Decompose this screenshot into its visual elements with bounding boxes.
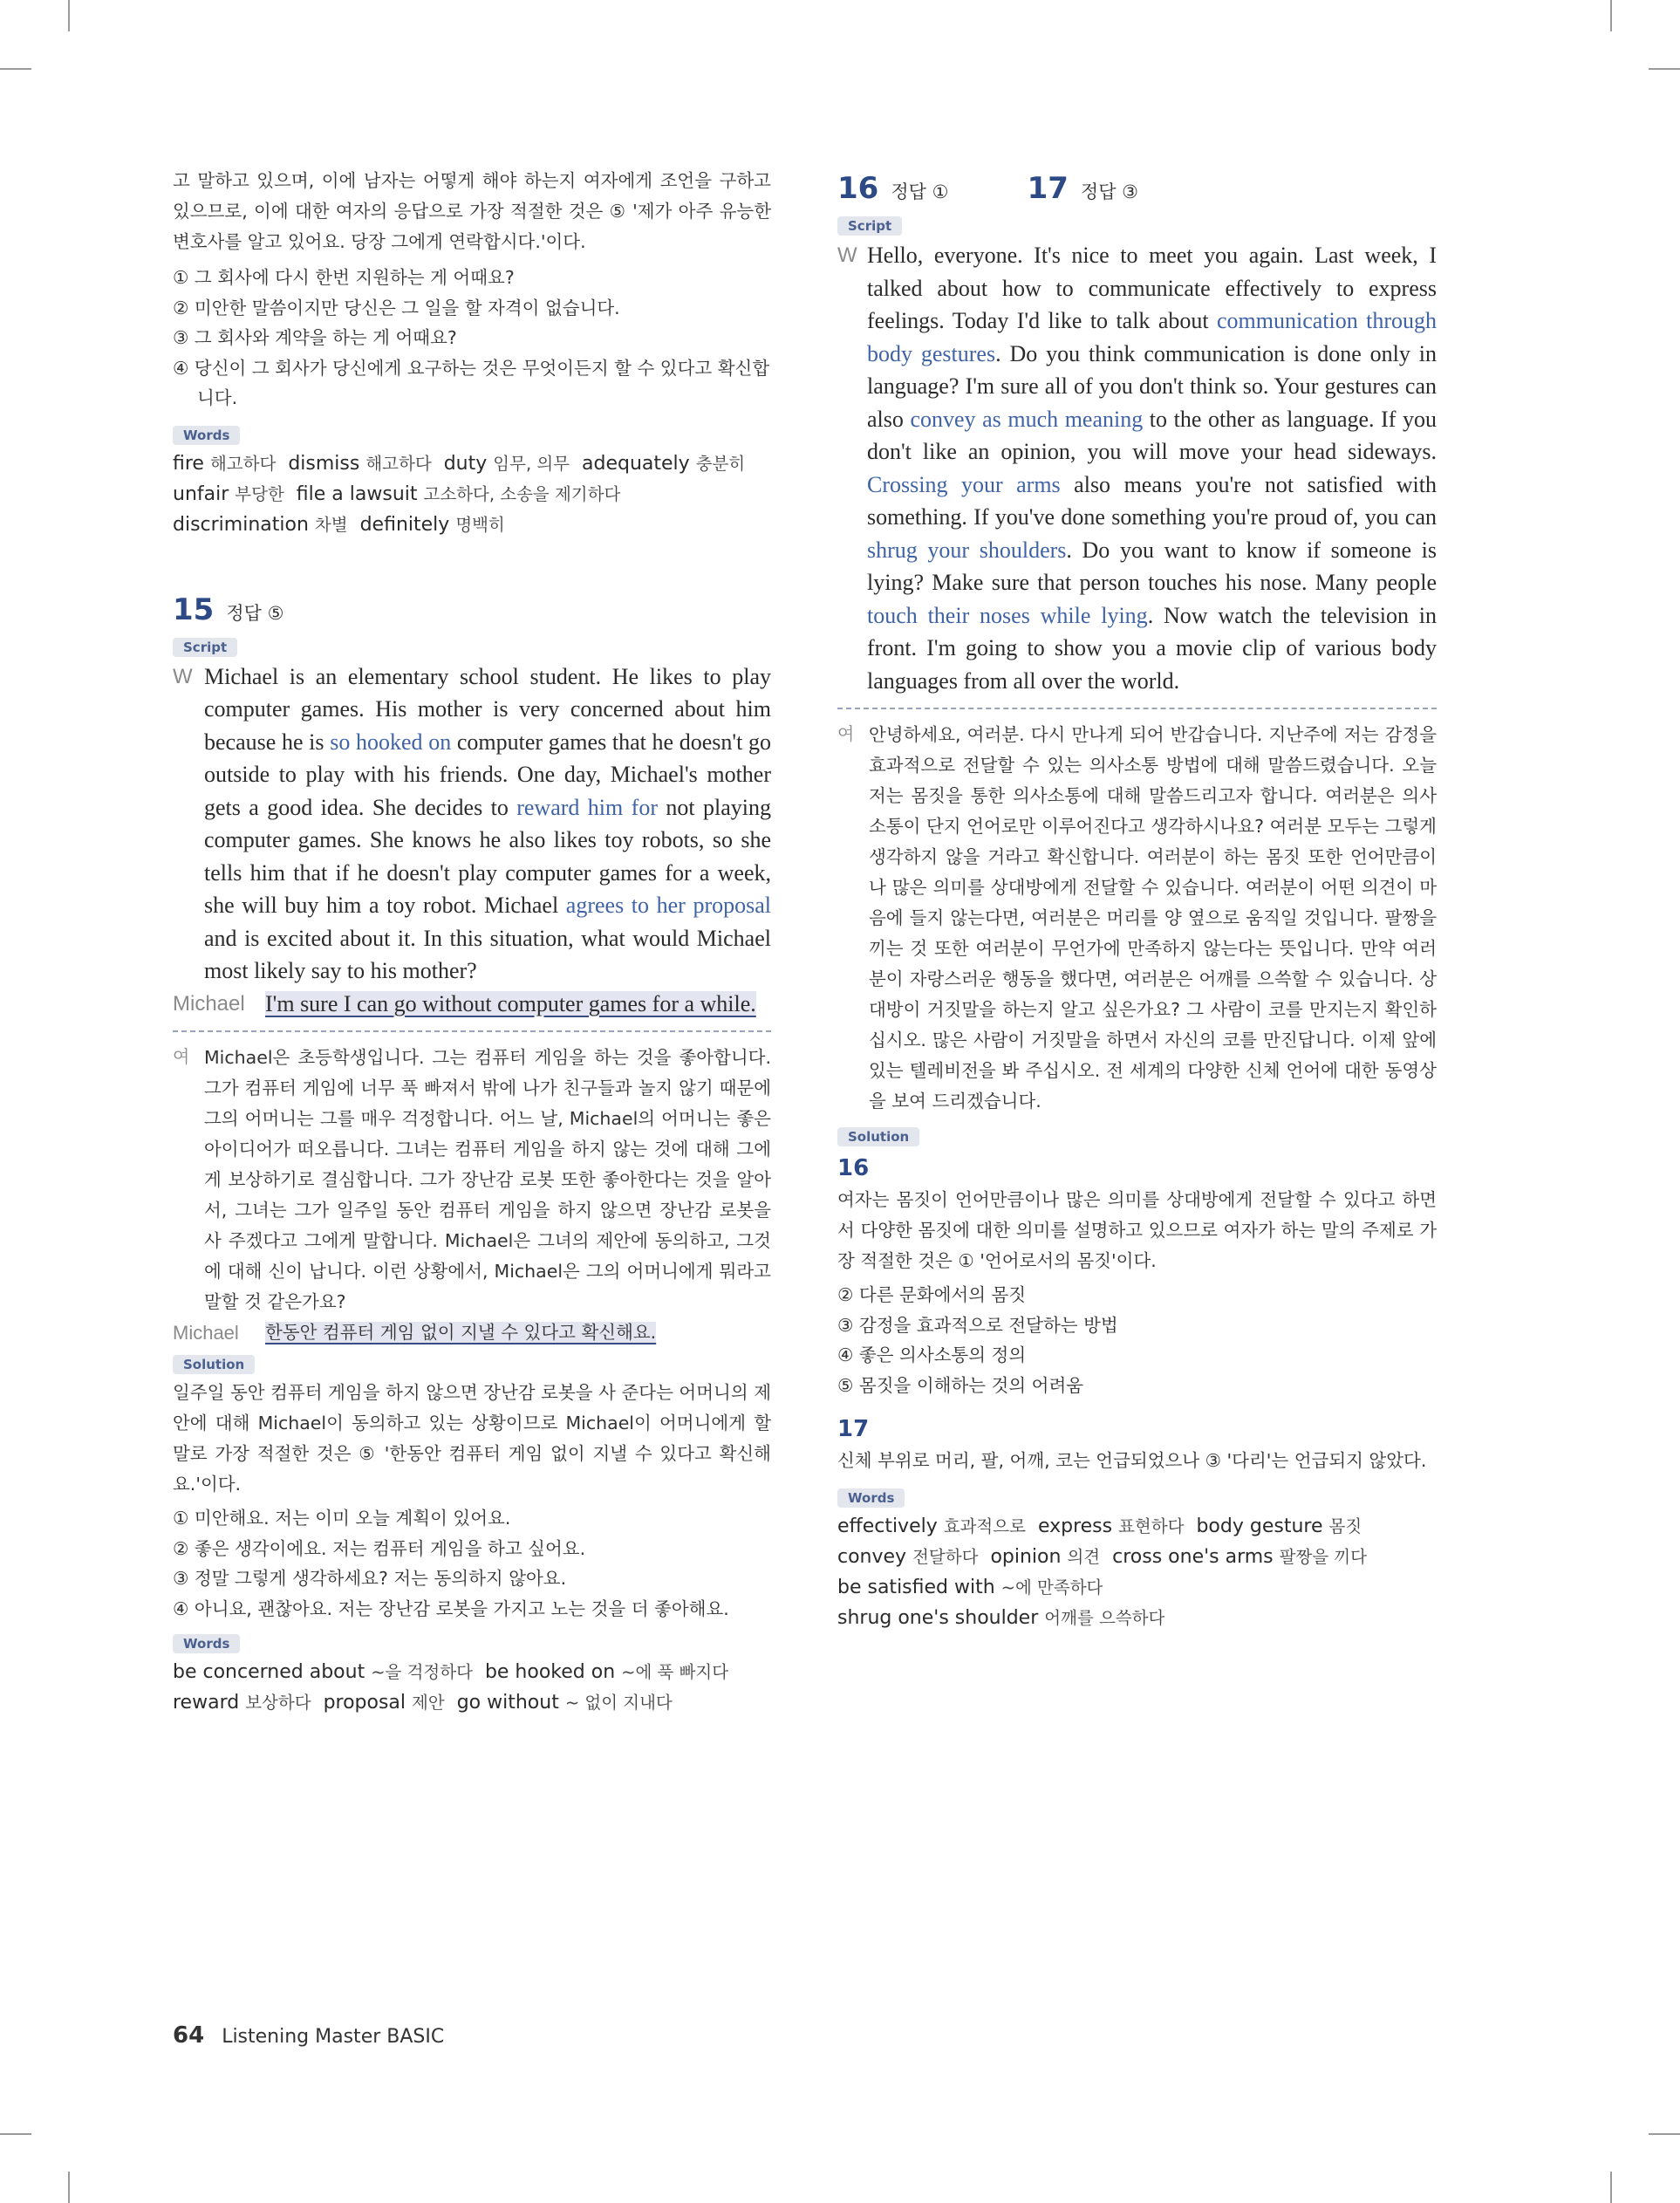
option-3: ③ 그 회사와 계약을 하는 게 어때요? <box>173 327 457 348</box>
words-tag: Words <box>173 426 240 445</box>
words-line: fire 해고하다 dismiss 해고하다 duty 임무, 의무 adequately 충분히 <box>173 452 746 475</box>
q14-explanation-continued: 고 말하고 있으며, 이에 남자는 어떻게 해야 하는지 여자에게 조언을 구하고 있으므로, 이에 대한 여자의 응답으로 가장 적절한 것은 ⑤ '제가 아주 유능한 변호사를 알고 있어요. 당장 그에게 연락합시다.'이다. <box>173 170 771 252</box>
question-number: 16 <box>837 171 879 206</box>
crop-mark <box>1649 2133 1680 2135</box>
page-number: 64 <box>173 2022 205 2049</box>
option-5: ⑤ 몸짓을 이해하는 것의 어려움 <box>837 1374 1084 1396</box>
left-column <box>173 166 771 1718</box>
words-line: shrug one's shoulder 어깨를 으쓱하다 <box>837 1607 1165 1629</box>
right-column <box>837 171 1437 1633</box>
speaker-kr: 여 <box>173 1048 190 1067</box>
speaker-kr: 여 <box>837 725 855 744</box>
words-list <box>173 448 771 540</box>
option-1: ① 그 회사에 다시 한번 지원하는 게 어때요? <box>173 267 515 288</box>
words-line: effectively 효과적으로 express 표현하다 body gesture 몸짓 <box>837 1515 1362 1537</box>
words-line: discrimination 차별 definitely 명백히 <box>173 513 505 536</box>
option-3: ③ 정말 그렇게 생각하세요? 저는 동의하지 않아요. <box>173 1568 567 1589</box>
option-2: ② 다른 문화에서의 몸짓 <box>837 1284 1027 1305</box>
crop-mark <box>0 2133 31 2135</box>
solution-16-number: 16 <box>837 1155 870 1181</box>
crop-mark <box>68 0 70 31</box>
michael-line-korean <box>173 1317 771 1348</box>
answer-sentence: I'm sure I can go without computer games for a while. <box>265 990 756 1016</box>
script-text: Michael is an elementary school student. He likes to play computer games. His mother is very concerned about him because he is so hooked on computer games that he doesn't go outside to play with his friends. One day, Michael's mother gets a good idea. She decides to reward him for not playing computer games. She knows he also likes toy robots, so she tells him that if he doesn't play computer games for a week, she will buy him a toy robot. Michael agrees to her proposal and is excited about it. In this situation, what would Michael most likely say to his mother? <box>204 663 771 983</box>
crop-mark <box>1610 0 1612 31</box>
option-1: ① 미안해요. 저는 이미 오늘 계획이 있어요. <box>173 1508 511 1529</box>
option-2: ② 미안한 말씀이지만 당신은 그 일을 할 자격이 없습니다. <box>173 297 620 318</box>
korean-translation: 안녕하세요, 여러분. 다시 만나게 되어 반갑습니다. 지난주에 저는 감정을 효과적으로 전달할 수 있는 의사소통 방법에 대해 말씀드렸습니다. 오늘 저는 몸짓을 통한 의사소통에 대해 말씀드리고자 합니다. 여러분은 의사소통이 단지 언어로만 이루어진다고 생각하시나요? 여러분 모두는 그렇게 생각하지 않을 거라고 확신합니다. 여러분이 하는 몸짓 또한 언어만큼이나 많은 의미를 상대방에게 전달할 수 있습니다. 여러분이 어떤 의견이 마음에 들지 않는다면, 여러분은 머리를 양 옆으로 움직일 것입니다. 팔짱을 끼는 것 또한 여러분이 무언가에 만족하지 않는다는 뜻입니다. 만약 여러분이 자랑스러운 행동을 했다면, 여러분은 어깨를 으쓱할 수 있습니다. 상대방이 거짓말을 하는지 알고 싶은가요? 그 사람이 코를 만지는지 확인하십시오. 많은 사람이 거짓말을 하면서 자신의 코를 만진답니다. 이제 앞에 있는 텔레비전을 봐 주십시오. 전 세계의 다양한 신체 언어에 대한 동영상을 보여 드리겠습니다. <box>869 724 1437 1112</box>
answer-label: 정답 ① <box>891 181 949 202</box>
option-4: ④ 좋은 의사소통의 정의 <box>837 1344 1027 1365</box>
script-text: Hello, everyone. It's nice to meet you again. Last week, I talked about how to communicate effectively to express feelings. Today I'd like to talk about communication through body gestures. Do you think communication is done only in language? I'm sure all of you don't think so. Your gestures can also convey as much meaning to the other as language. If you don't like an opinion, you will move your head sideways. Crossing your arms also means you're not satisfied with something. If you've done something you're proud of, you can shrug your shoulders. Do you want to know if someone is lying? Make sure that person touches his nose. Many people touch their noses while lying. Now watch the television in front. I'm going to show you a movie clip of various body languages from all over the world. <box>867 243 1438 694</box>
crop-mark <box>68 2172 70 2203</box>
answer-label: 정답 ⑤ <box>226 602 284 624</box>
solution-text: 일주일 동안 컴퓨터 게임을 하지 않으면 장난감 로봇을 사 준다는 어머니의 제안에 대해 Michael이 동의하고 있는 상황이므로 Michael이 어머니에게 할 말로 가장 적절한 것은 ⑤ '한동안 컴퓨터 게임 없이 지낼 수 있다고 확신해요.'이다. <box>173 1382 771 1495</box>
solution-17-text: 신체 부위로 머리, 팔, 어깨, 코는 언급되었으나 ③ '다리'는 언급되지 않았다. <box>837 1450 1427 1471</box>
solution-17-number: 17 <box>837 1416 870 1442</box>
crop-mark <box>0 68 31 70</box>
option-4: ④ 아니요, 괜찮아요. 저는 장난감 로봇을 가지고 노는 것을 더 좋아해요. <box>173 1598 729 1619</box>
q15-script-korean <box>173 1043 771 1317</box>
solution-tag: Solution <box>173 1355 255 1374</box>
answer-label: 정답 ③ <box>1080 181 1138 202</box>
divider <box>837 708 1437 709</box>
words-line: be concerned about ~을 걱정하다 be hooked on ~에 푹 빠지다 <box>173 1661 729 1683</box>
words-list <box>173 1657 771 1718</box>
answer-sentence-korean: 한동안 컴퓨터 게임 없이 지낼 수 있다고 확신해요. <box>265 1322 657 1343</box>
speaker-michael: Michael <box>173 991 245 1016</box>
words-line: unfair 부당한 file a lawsuit 고소하다, 소송을 제기하다 <box>173 482 621 505</box>
solution-16-text: 여자는 몸짓이 언어만큼이나 많은 의미를 상대방에게 전달할 수 있다고 하면서 다양한 몸짓에 대한 의미를 설명하고 있으므로 여자가 하는 말의 주제로 가장 적절한 것은 ① '언어로서의 몸짓'이다. <box>837 1189 1437 1271</box>
q16-17-heading <box>837 171 1437 206</box>
q16-script-korean <box>837 720 1437 1117</box>
crop-mark <box>1649 68 1680 70</box>
book-title: Listening Master BASIC <box>222 2026 445 2048</box>
question-number: 15 <box>173 592 215 627</box>
divider <box>173 1030 771 1032</box>
speaker-w: W <box>173 664 193 688</box>
option-4: ④ 당신이 그 회사가 당신에게 요구하는 것은 무엇이든지 할 수 있다고 확신합니다. <box>173 357 770 408</box>
solution-tag: Solution <box>837 1127 919 1146</box>
words-tag: Words <box>837 1488 905 1508</box>
speaker-michael: Michael <box>173 1322 239 1344</box>
q15-heading <box>173 592 771 627</box>
speaker-w: W <box>837 243 857 267</box>
words-line: be satisfied with ~에 만족하다 <box>837 1577 1103 1598</box>
crop-mark <box>1610 2172 1612 2203</box>
michael-line <box>173 988 771 1021</box>
question-number: 17 <box>1027 171 1069 206</box>
option-3: ③ 감정을 효과적으로 전달하는 방법 <box>837 1314 1118 1336</box>
script-tag: Script <box>173 638 237 657</box>
q15-script <box>173 660 771 988</box>
words-tag: Words <box>173 1634 240 1653</box>
words-line: reward 보상하다 proposal 제안 go without ~ 없이 지내다 <box>173 1692 673 1714</box>
page-footer <box>173 2022 444 2049</box>
option-2: ② 좋은 생각이에요. 저는 컴퓨터 게임을 하고 싶어요. <box>173 1537 586 1559</box>
script-tag: Script <box>837 216 902 236</box>
words-line: convey 전달하다 opinion 의견 cross one's arms 팔짱을 끼다 <box>837 1546 1368 1568</box>
korean-translation: Michael은 초등학생입니다. 그는 컴퓨터 게임을 하는 것을 좋아합니다. 그가 컴퓨터 게임에 너무 푹 빠져서 밖에 나가 친구들과 놀지 않기 때문에 그의 어머니는 그를 매우 걱정합니다. 어느 날, Michael의 어머니는 좋은 아이디어가 떠오릅니다. 그녀는 컴퓨터 게임을 하지 않는 것에 대해 그에게 보상하기로 결심합니다. 그가 장난감 로봇 또한 좋아한다는 것을 알아서, 그녀는 그가 일주일 동안 컴퓨터 게임을 하지 않으면 장난감 로봇을 사 주겠다고 그에게 말합니다. Michael은 그녀의 제안에 동의하고, 그것에 대해 신이 납니다. 이런 상황에서, Michael은 그의 어머니에게 뭐라고 말할 것 같은가요? <box>204 1047 771 1312</box>
words-list <box>837 1511 1437 1633</box>
q16-script <box>837 239 1437 697</box>
